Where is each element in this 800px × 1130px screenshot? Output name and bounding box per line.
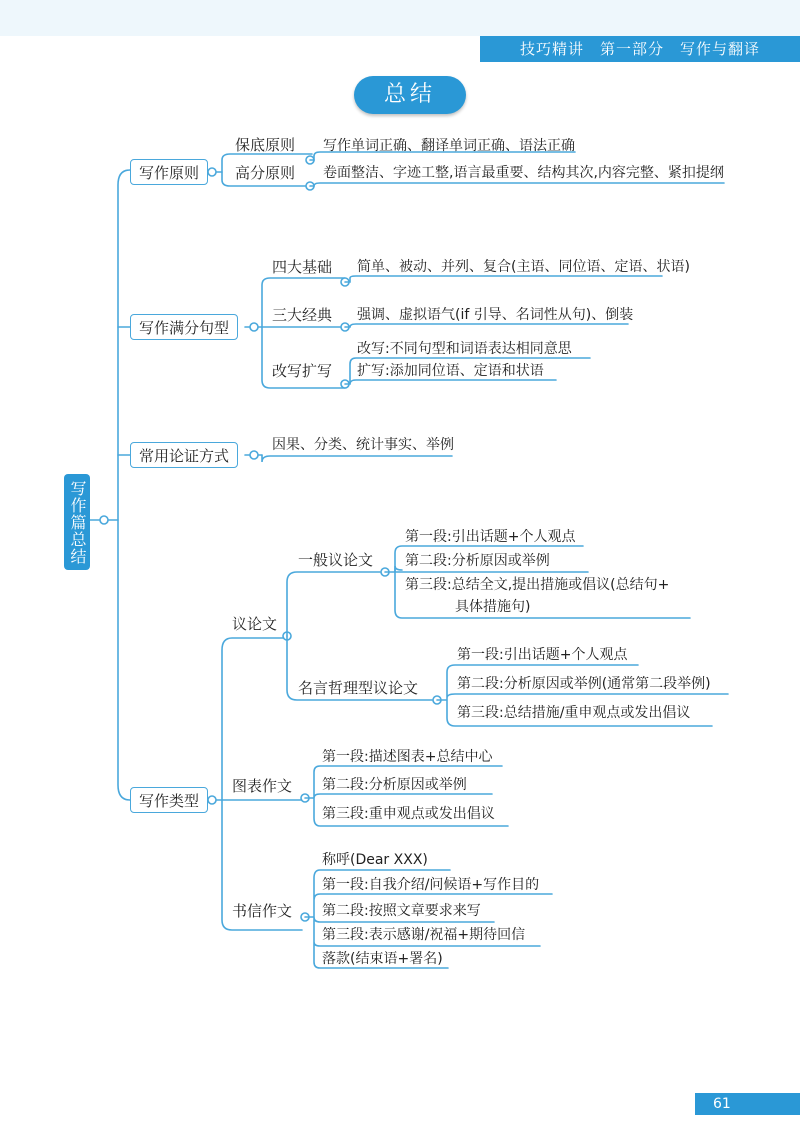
root-node: 写作篇总结 xyxy=(64,474,90,570)
text-quote-p3: 第三段:总结措施/重申观点或发出倡议 xyxy=(457,705,691,721)
text-argument-methods: 因果、分类、统计事实、举例 xyxy=(272,437,454,453)
page-title: 总结 xyxy=(354,76,466,114)
text-high-score-principle: 卷面整洁、字迹工整,语言最重要、结构其次,内容完整、紧扣提纲 xyxy=(323,165,724,181)
sub-quote-argumentative: 名言哲理型议论文 xyxy=(298,679,419,697)
sub-rewrite-expand: 改写扩写 xyxy=(272,362,333,380)
branch-argument-methods: 常用论证方式 xyxy=(130,442,238,468)
text-chart-p3: 第三段:重申观点或发出倡议 xyxy=(322,806,495,822)
text-chart-p1: 第一段:描述图表+总结中心 xyxy=(322,749,493,765)
sub-chart-writing: 图表作文 xyxy=(232,777,293,795)
text-general-p1: 第一段:引出话题+个人观点 xyxy=(405,529,576,545)
text-general-p3b: 具体措施句) xyxy=(455,599,531,615)
text-quote-p2: 第二段:分析原因或举例(通常第二段举例) xyxy=(457,676,711,692)
text-chart-p2: 第二段:分析原因或举例 xyxy=(322,777,467,793)
text-general-p2: 第二段:分析原因或举例 xyxy=(405,553,550,569)
sub-high-score-principle: 高分原则 xyxy=(235,164,296,182)
sub-three-classics: 三大经典 xyxy=(272,306,333,324)
text-expand: 扩写:添加同位语、定语和状语 xyxy=(357,363,544,379)
text-general-p3a: 第三段:总结全文,提出措施或倡议(总结句+ xyxy=(405,577,670,593)
text-letter-p2: 第二段:按照文章要求来写 xyxy=(322,903,481,919)
text-letter-p3: 第三段:表示感谢/祝福+期待回信 xyxy=(322,927,526,943)
branch-writing-types: 写作类型 xyxy=(130,787,208,813)
sub-letter-writing: 书信作文 xyxy=(232,902,293,920)
text-baseline-principle: 写作单词正确、翻译单词正确、语法正确 xyxy=(323,138,575,154)
text-letter-closing: 落款(结束语+署名) xyxy=(322,951,443,967)
section-header: 技巧精讲 第一部分 写作与翻译 xyxy=(480,36,800,62)
branch-sentence-patterns: 写作满分句型 xyxy=(130,314,238,340)
text-three-classics: 强调、虚拟语气(if 引导、名词性从句)、倒装 xyxy=(357,307,634,323)
sub-baseline-principle: 保底原则 xyxy=(235,136,296,154)
text-letter-salutation: 称呼(Dear XXX) xyxy=(322,852,428,868)
sub-argumentative: 议论文 xyxy=(232,615,278,633)
branch-writing-principles: 写作原则 xyxy=(130,159,208,185)
sub-general-argumentative: 一般议论文 xyxy=(298,551,374,569)
text-four-basics: 简单、被动、并列、复合(主语、同位语、定语、状语) xyxy=(357,259,690,275)
page-number: 61 xyxy=(695,1093,775,1115)
text-letter-p1: 第一段:自我介绍/问候语+写作目的 xyxy=(322,877,540,893)
text-quote-p1: 第一段:引出话题+个人观点 xyxy=(457,647,628,663)
page-number-band xyxy=(775,1093,800,1115)
text-rewrite: 改写:不同句型和词语表达相同意思 xyxy=(357,341,572,357)
sub-four-basics: 四大基础 xyxy=(272,258,333,276)
